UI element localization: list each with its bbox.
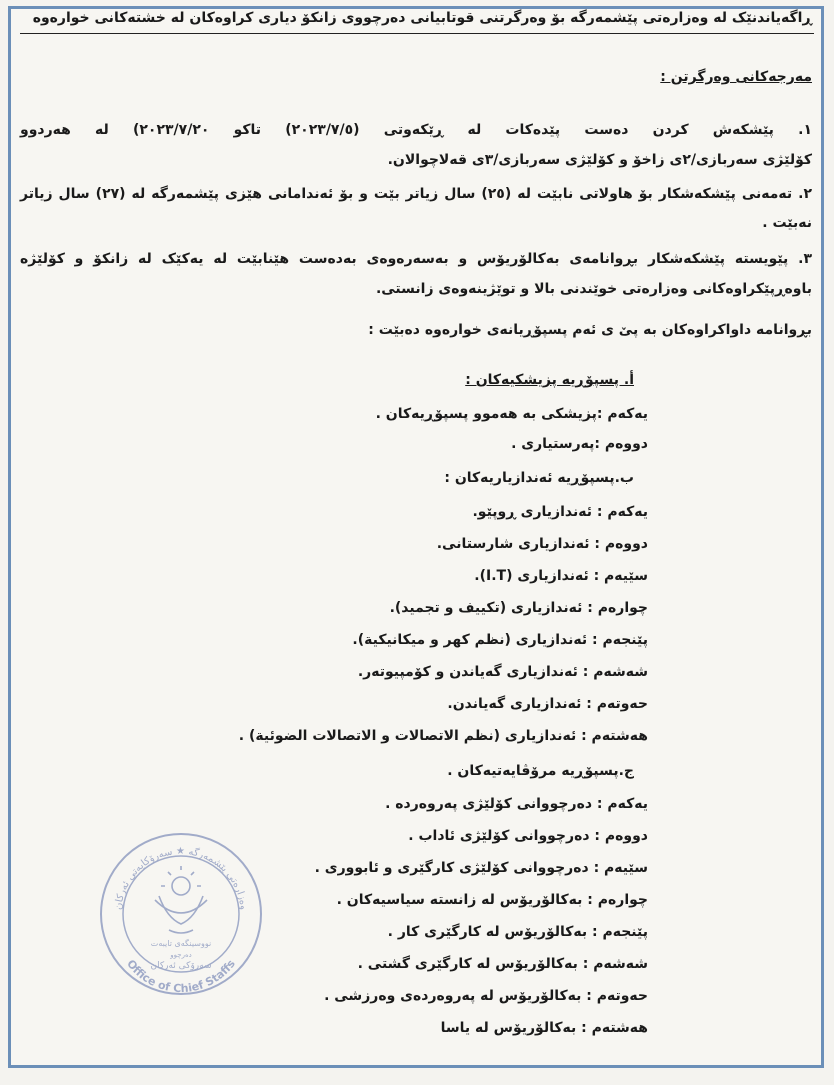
section-humanities-title: ج.پسپۆڕیە مرۆڤایەتیەکان . (447, 763, 634, 779)
section-item: شەشەم : بەکالۆریۆس لە کارگێری گشتی . (357, 956, 648, 972)
condition-3-line-1: ٣. پێویستە پێشکەشکار بڕوانامەی بەکالۆریۆس و بەسەرەوەی بەدەست هێنابێت لە یەکێک لە زانکۆ و کۆلێژە (20, 251, 812, 267)
section-item: حەوتەم : ئەندازیاری گەیاندن. (447, 696, 648, 712)
section-item: دووەم : ئەندازیاری شارستانی. (436, 536, 648, 552)
svg-text:وەزارەتی پێشمەرگە ★ سەرۆکایەتی (113, 846, 249, 911)
section-medical-title: أ. پسپۆڕیە پزیشکیەکان : (465, 372, 634, 388)
conditions-heading: مەرجەکانی وەرگرتن : (660, 69, 812, 85)
section-engineering-title: ب.پسپۆڕیە ئەندازیاریەکان : (444, 470, 634, 486)
condition-1-line-2: کۆلێژی سەربازی/٢ی زاخۆ و کۆلێژی سەربازی/٣ی قەلاچوالان. (387, 152, 812, 168)
title-underline (20, 33, 814, 34)
section-item: دووەم : دەرچووانی کۆلێژی ئاداب . (408, 828, 648, 844)
section-item: حەوتەم : بەکالۆریۆس لە پەروەردەی وەرزشی . (324, 988, 648, 1004)
section-item: پێنجەم : بەکالۆریۆس لە کارگێری کار . (387, 924, 648, 940)
section-item: سێیەم : دەرچووانی کۆلێژی کارگێری و ئابووری . (314, 860, 648, 876)
section-item: دووەم :پەرستیاری . (511, 436, 648, 452)
condition-1-line-1: ١. پێشکەش کردن دەست پێدەکات لە ڕێکەوتی (٢٠٢٣/٧/٥) تاکو ٢٠٢٣/٧/٢٠) لە هەردوو (20, 122, 812, 138)
stamp-inner-text-2: دەرچوو (170, 951, 192, 959)
stamp-bottom-text: سەرۆکی ئەرکان (150, 961, 212, 971)
stamp-english-text: Office of Chief Staffs (124, 957, 238, 996)
section-item: یەکەم : دەرچووانی کۆلێژی پەروەردە . (385, 796, 648, 812)
condition-3-line-2: باوەڕپێکراوەکانی وەزارەتی خوێندنی بالا و توێژینەوەی زانستی. (375, 281, 812, 297)
section-item: چوارەم : بەکالۆریۆس لە زانستە سیاسیەکان . (336, 892, 648, 908)
section-item: یەکەم : ئەندازیاری ڕوپێو. (472, 504, 648, 520)
condition-2-line-1: ٢. تەمەنی پێشکەشکار بۆ هاولاتی نابێت لە (٢٥) سال زیاتر بێت و بۆ ئەندامانی هێزی پێشمەرگە لە (٢٧) سال زیاتر (20, 186, 812, 202)
section-item: هەشتەم : ئەندازیاری (نظم الاتصالات و الاتصالات الضوئية) . (238, 728, 648, 744)
official-stamp-icon (97, 830, 265, 998)
section-item: چوارەم : ئەندازیاری (تكییف و تجمید). (389, 600, 648, 616)
section-item: سێیەم : ئەندازیاری (I.T). (474, 568, 648, 584)
section-item: شەشەم : ئەندازیاری گەیاندن و کۆمپیوتەر. (357, 664, 648, 680)
section-item: هەشتەم : بەکالۆریۆس لە یاسا (440, 1020, 648, 1036)
section-item: یەکەم :پزیشکی بە هەموو پسپۆڕیەکان . (375, 406, 648, 422)
section-item: پێنجەم : ئەندازیاری (نظم كهر و میكانیكیة). (352, 632, 648, 648)
document-title: ڕاگەیاندنێک لە وەزارەتی پێشمەرگە بۆ وەرگرتنی قوتابیانی دەرچووی زانکۆ دیاری کراوەکان لە خشتەکانی خوارەوە (32, 10, 812, 26)
intro-text: بڕوانامە داواکراوەکان بە پێ ی ئەم پسپۆڕیانەی خوارەوە دەبێت : (368, 322, 812, 338)
stamp-ring-text: وەزارەتی پێشمەرگە ★ سەرۆکایەتی ئەرکان (113, 845, 249, 911)
condition-2-line-2: نەبێت . (762, 215, 812, 231)
stamp-inner-text: نووسینگەی تایبەت (150, 939, 212, 948)
